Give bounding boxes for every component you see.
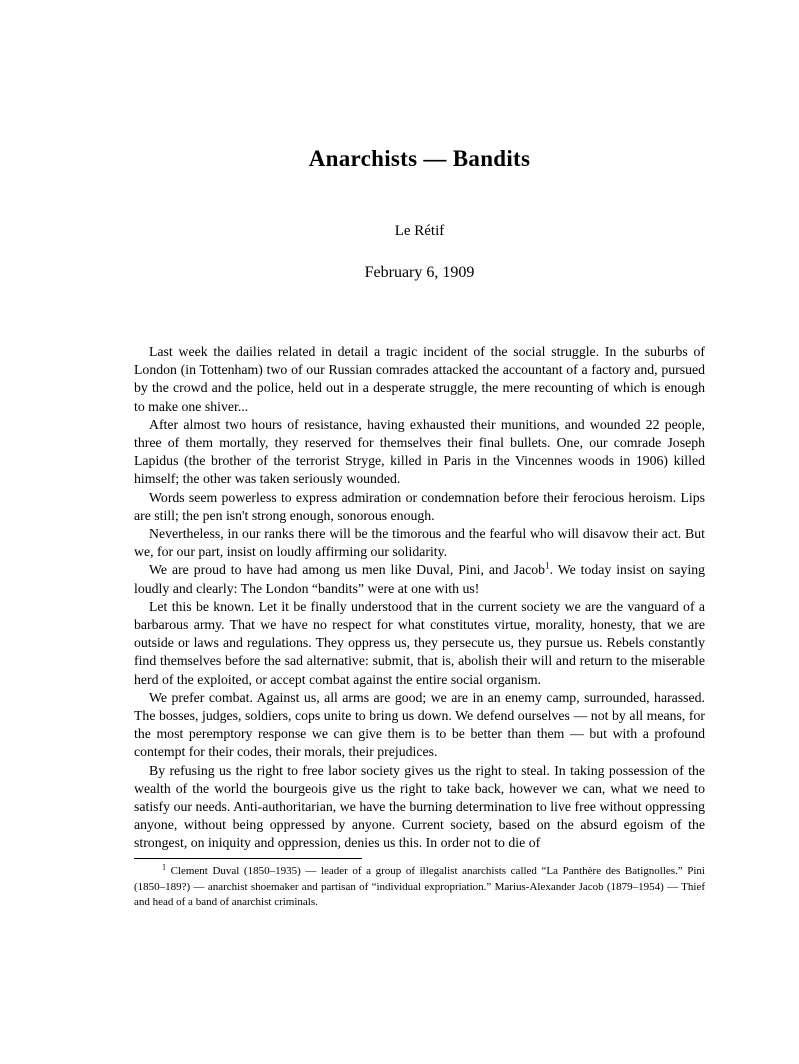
body-paragraph: After almost two hours of resistance, having exhausted their munitions, and wounded 22 people, three of them mortally, they reserved for themselves their final bullets. One, our comrade Joseph Lapidus (the brother of the terrorist Stryge, killed in Paris in the Vincennes woods in 1906) killed himself; the other was taken seriously wounded. (134, 416, 705, 487)
body-paragraph: Nevertheless, in our ranks there will be the timorous and the fearful who will disavow their act. But we, for our part, insist on loudly affirming our solidarity. (134, 526, 705, 560)
footnote-separator (134, 858, 362, 859)
body-paragraph: Last week the dailies related in detail a tragic incident of the social struggle. In the suburbs of London (in Tottenham) two of our Russian comrades attacked the accountant of a factory and, pursued by the crowd and the police, held out in a desperate struggle, the mere recounting of which is enough to make one shiver... (134, 344, 705, 414)
body-paragraph: Words seem powerless to express admiration or condemnation before their ferocious heroism. Lips are still; the pen isn't strong enough, sonorous enough. (134, 489, 705, 523)
footnote (134, 858, 705, 911)
paragraph-text: We are proud to have had among us men like Duval, Pini, and Jacob (149, 562, 546, 578)
body-paragraph: Let this be known. Let it be finally understood that in the current society we are the vanguard of a barbarous army. That we have no respect for what constitutes virtue, morality, honesty, that we are outside or laws and regulations. They oppress us, they persecute us, they pursue us. Rebels constantly find themselves before the sad alternative: submit, that is, abolish their will and return to the miserable herd of the exploited, or accept combat against the entire social organism. (134, 598, 705, 687)
footnote-text (134, 864, 705, 911)
footnote-marker: 1 (162, 862, 166, 872)
footnote-content: Clement Duval (1850–1935) — leader of a group of illegalist anarchists called “La Panthère des Batignolles.” Pini (1850–189?) — anarchist shoemaker and partisan of “individual expropriation.” Marius-Alexander Jacob (1879–1954) — Thief and head of a band of anarchist criminals. (134, 865, 705, 908)
document-body (134, 343, 705, 853)
body-paragraph (134, 561, 705, 597)
date: February 6, 1909 (364, 264, 475, 281)
document-title: Anarchists — Bandits (308, 146, 531, 171)
footnote-reference: 1 (545, 560, 550, 571)
paragraph-text: . We today insist on saying loudly and clearly: The London “bandits” were at one with us! (134, 562, 705, 596)
body-paragraph: We prefer combat. Against us, all arms are good; we are in an enemy camp, surrounded, harassed. The bosses, judges, soldiers, cops unite to bring us down. We defend ourselves — not by all means, for the most peremptory response we can give them is to be better than them — but with a profound contempt for their codes, their morals, their prejudices. (134, 689, 705, 760)
body-paragraph: By refusing us the right to free labor society gives us the right to steal. In taking possession of the wealth of the world the bourgeois give us the right to take back, however we can, what we need to satisfy our needs. Anti-authoritarian, we have the burning determination to live free without oppressing anyone, without being oppressed by anyone. Current society, based on the absurd egoism of the strongest, on iniquity and oppression, denies us this. In order not to die of (134, 762, 705, 851)
author: Le Rétif (394, 223, 445, 239)
